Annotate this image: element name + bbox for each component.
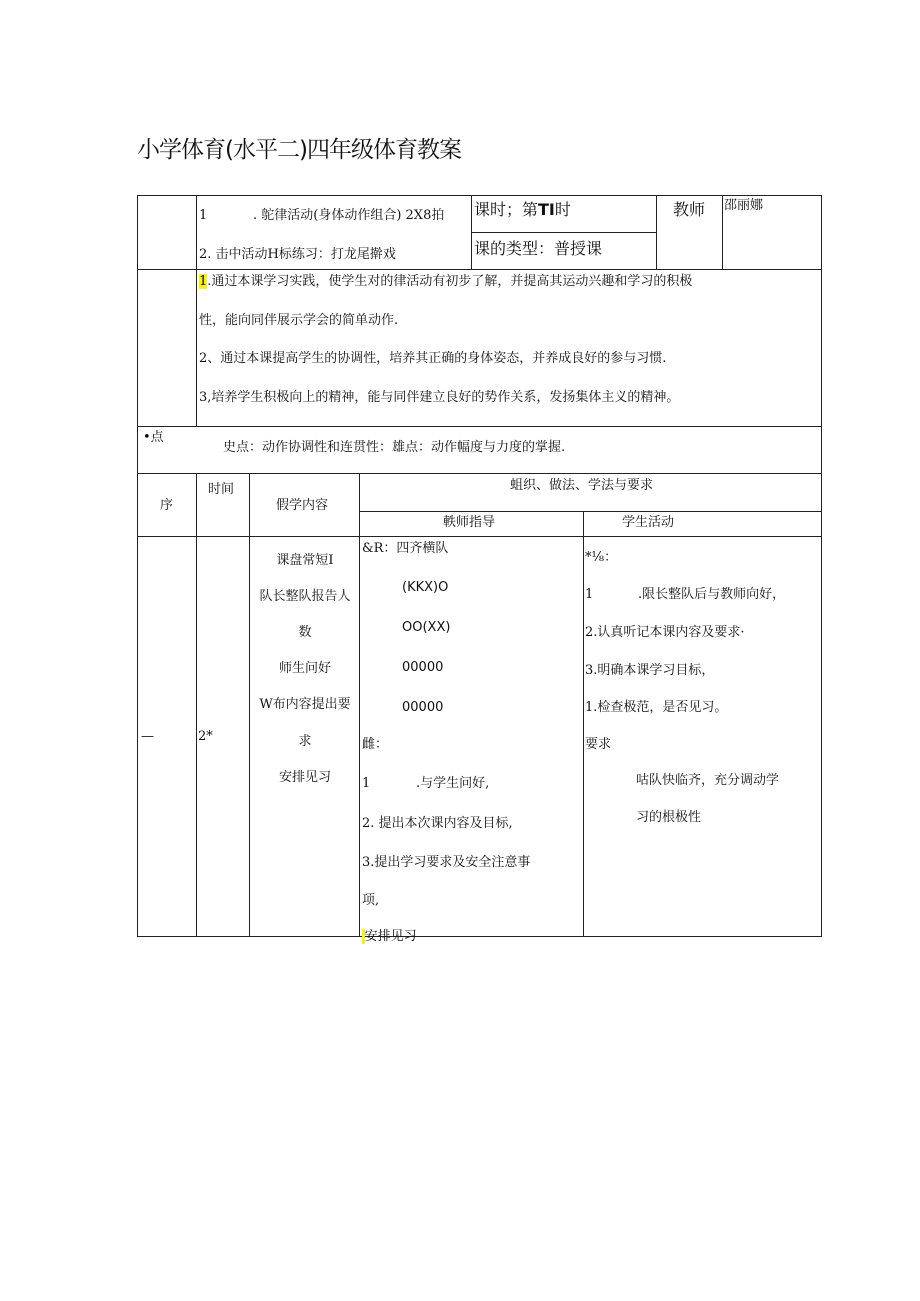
goal-1-cont: 性，能向同伴展示学会的简单动作. [199, 313, 399, 328]
student-req-label: 要求 [585, 737, 612, 752]
student-1-num: 1 [585, 587, 594, 602]
divider [196, 473, 197, 937]
divider [249, 473, 250, 937]
student-1: .限长整队后与教师向好， [638, 587, 786, 602]
row-content-2: 队长整队报告人 [259, 589, 351, 604]
row-content-7: 安排见习 [278, 770, 331, 785]
goal-2: 2、通过本课提高学生的协调性，培养其正确的身体姿态，并养成良好的参与习惯. [199, 351, 667, 366]
formation-row-4: 00000 [402, 700, 444, 715]
lesson-time: 课时；第TI时 [474, 200, 571, 219]
method-2: 2. 提出本次课内容及目标, [362, 816, 513, 831]
student-label: *⅛： [585, 550, 618, 565]
divider [722, 195, 723, 269]
divider [583, 511, 584, 937]
method-3-cont: 项, [362, 893, 380, 908]
lesson-type: 课的类型：普授课 [474, 239, 603, 258]
content-item-1: . 鸵律活动(身体动作组合) 2X8拍 [253, 208, 445, 223]
method-1-num: 1 [362, 776, 371, 791]
method-3: 3.提出学习要求及安全注意事 [362, 855, 531, 870]
formation-row-1: (KKX)O [402, 580, 449, 595]
keypoints-text: 史点：动作协调性和连贯性：雄点：动作幅度与力度的掌握. [223, 440, 566, 455]
student-3: 3.明确本课学习目标， [585, 663, 715, 678]
table-border-bottom [137, 936, 822, 937]
divider [471, 232, 656, 233]
row-time: 2* [198, 729, 213, 744]
col-org: 蛆织、做法、学法与要求 [510, 478, 654, 493]
goal-1: 1.通过本课学习实践，使学生对的律活动有初步了解，并提高其运动兴趣和学习的积极 [199, 274, 693, 289]
divider [656, 195, 657, 269]
row-content-6: 求 [298, 734, 312, 749]
student-4: 1.检查极范，是否见习。 [585, 700, 728, 715]
formation-row-3: 00000 [402, 660, 444, 675]
row-seq: — [141, 729, 154, 744]
keypoints-label: •点 [143, 430, 164, 445]
divider [359, 473, 360, 937]
method-1: .与学生问好, [416, 776, 490, 791]
method-4-clip [360, 926, 582, 944]
table-border-top [137, 195, 822, 196]
student-req-1: 咕队快临齐，充分调动学 [636, 773, 780, 788]
formation-row-2: OO(XX) [402, 620, 451, 635]
col-seq: 序 [160, 498, 174, 513]
method-label: 雌： [362, 737, 389, 752]
student-req-2: 习的根极性 [636, 810, 702, 825]
formation-label: &R：四齐横队 [362, 541, 449, 556]
divider [137, 269, 822, 270]
content-item-2: 2. 击中活动H标练习：打龙尾擀戏 [199, 247, 396, 262]
divider [137, 473, 822, 474]
row-content-3: 数 [298, 625, 312, 640]
table-border-left [137, 195, 138, 937]
divider [359, 511, 822, 512]
divider [137, 426, 822, 427]
goal-3: 3,培养学生积极向上的精神，能与同伴建立良好的势作关系，发扬集体主义的精神。 [199, 390, 680, 405]
col-content: 假学内容 [276, 498, 329, 513]
method-4: 安排见习 [364, 929, 417, 944]
divider [196, 195, 197, 426]
col-time: 时间 [208, 482, 235, 497]
divider [471, 195, 472, 269]
content-item-1-num: 1 [199, 208, 208, 223]
student-2: 2.认真听记本课内容及要求· [585, 625, 745, 640]
page-title: 小学体育(水平二)四年级体育教案 [137, 137, 461, 163]
teacher-label: 教师 [673, 200, 706, 219]
divider [137, 536, 822, 537]
row-content-4: 师生问好 [278, 661, 331, 676]
col-teacher: 軼师指导 [443, 515, 496, 530]
col-student: 学生活动 [622, 515, 675, 530]
table-border-right [821, 195, 822, 937]
teacher-name: 邵丽娜 [724, 198, 764, 213]
row-content-5: W布内容提出要 [259, 697, 351, 712]
row-content-1: 课盘常短I [276, 553, 334, 568]
